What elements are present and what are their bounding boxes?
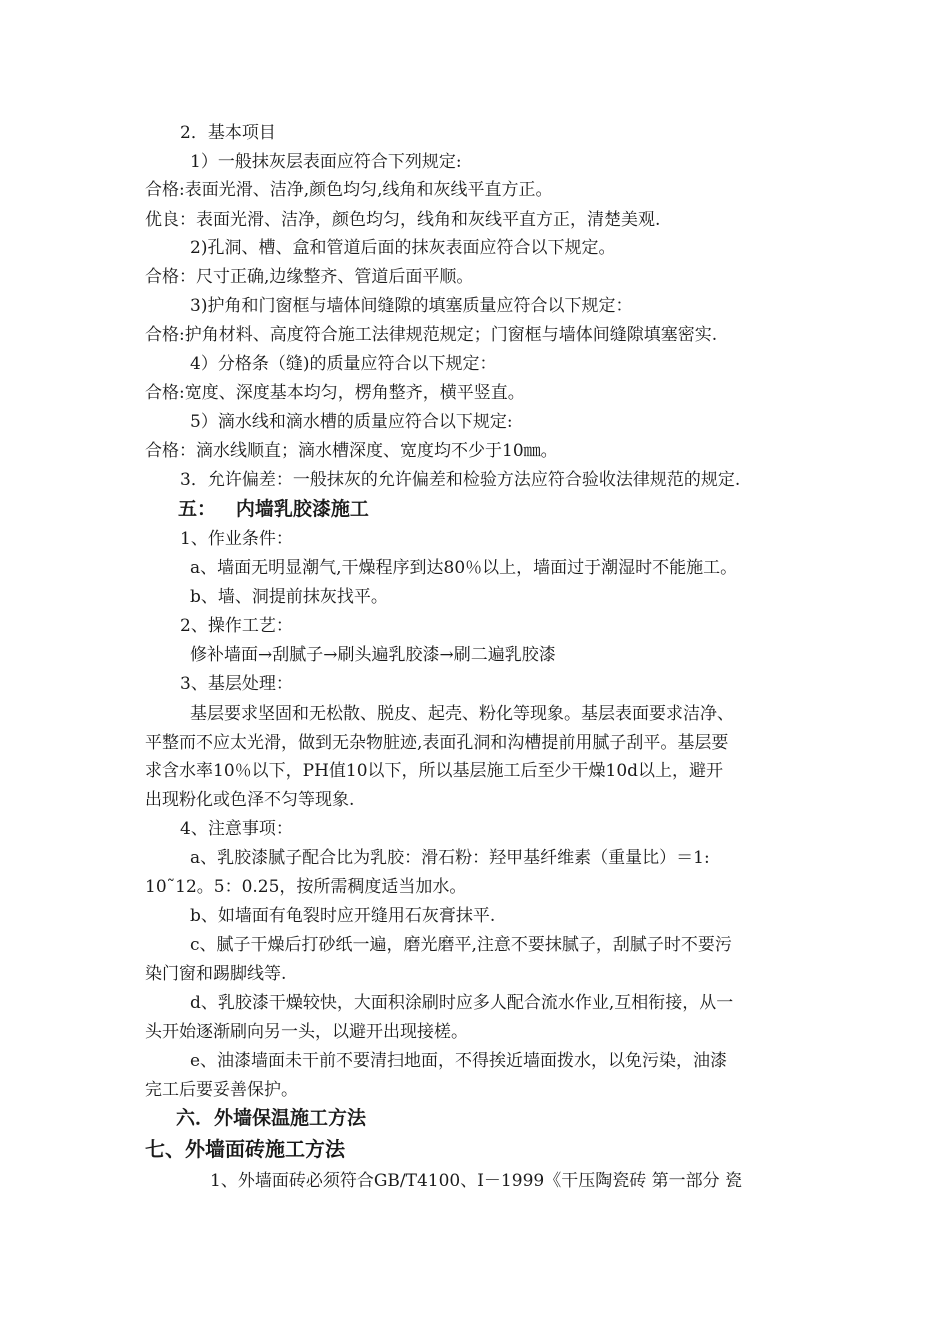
text-line: e、油漆墙面未干前不要清扫地面，不得挨近墙面拨水，以免污染，油漆 [190,1051,728,1071]
text-line: 基层要求坚固和无松散、脱皮、起壳、粉化等现象。基层表面要求洁净、 [190,704,734,724]
text-line: 3、基层处理： [180,674,293,694]
text-line: b、如墙面有龟裂时应开缝用石灰膏抹平. [190,906,496,926]
text-line: 4）分格条（缝)的质量应符合以下规定： [190,354,497,374]
section-heading: 七、外墙面砖施工方法 [145,1137,345,1161]
text-line: 2、操作工艺： [180,616,293,636]
text-line: c、腻子干燥后打砂纸一遍，磨光磨平,注意不要抹腻子，刮腻子时不要污 [190,935,732,955]
text-line: b、墙、洞提前抹灰找平。 [190,587,388,607]
section-heading: 六．外墙保温施工方法 [176,1107,367,1129]
text-line: 优良：表面光滑、洁净，颜色均匀，线角和灰线平直方正，清楚美观. [145,210,661,230]
section-heading: 五： 内墙乳胶漆施工 [178,498,369,520]
text-line: 4、注意事项： [180,819,293,839]
text-line: 染门窗和踢脚线等. [145,964,287,984]
text-line: 2．基本项目 [180,123,276,143]
text-line: 1、外墙面砖必须符合GB/T4100、I－1999《干压陶瓷砖 第一部分 瓷 [210,1171,743,1191]
text-line: 完工后要妥善保护。 [145,1080,298,1100]
text-line: 合格：尺寸正确,边缘整齐、管道后面平顺。 [145,267,474,287]
text-line: a、乳胶漆腻子配合比为乳胶：滑石粉：羟甲基纤维素（重量比）＝1: [190,848,710,868]
text-line: 合格:宽度、深度基本均匀，楞角整齐，横平竖直。 [145,383,525,403]
text-line: d、乳胶漆干燥较快，大面积涂刷时应多人配合流水作业,互相衔接，从一 [190,993,734,1013]
text-line: 10˜12。5：0.25，按所需稠度适当加水。 [145,877,467,897]
text-line: 头开始逐渐刷向另一头，以避开出现接槎。 [145,1022,468,1042]
text-line: 2)孔洞、槽、盒和管道后面的抹灰表面应符合以下规定。 [190,238,616,258]
text-line: 1）一般抹灰层表面应符合下列规定: [190,152,462,172]
text-line: 1、作业条件： [180,529,293,549]
text-line: 合格:表面光滑、洁净,颜色均匀,线角和灰线平直方正。 [145,180,553,200]
text-line: 合格:护角材料、高度符合施工法律规范规定；门窗框与墙体间缝隙填塞密实. [145,325,718,345]
text-line: a、墙面无明显潮气,干燥程序到达80％以上，墙面过于潮湿时不能施工。 [190,558,738,578]
text-line: 修补墙面→刮腻子→刷头遍乳胶漆→刷二遍乳胶漆 [190,645,556,665]
text-line: 3)护角和门窗框与墙体间缝隙的填塞质量应符合以下规定： [190,296,633,316]
text-line: 出现粉化或色泽不匀等现象. [145,790,355,810]
text-line: 3．允许偏差：一般抹灰的允许偏差和检验方法应符合验收法律规范的规定. [180,470,741,490]
text-line: 合格：滴水线顺直；滴水槽深度、宽度均不少于10㎜。 [145,441,558,461]
text-line: 5）滴水线和滴水槽的质量应符合以下规定: [190,412,513,432]
text-line: 平整而不应太光滑，做到无杂物脏迹,表面孔洞和沟槽提前用腻子刮平。基层要 [145,733,729,753]
text-line: 求含水率10％以下，PH值10以下，所以基层施工后至少干燥10d以上，避开 [145,761,724,781]
